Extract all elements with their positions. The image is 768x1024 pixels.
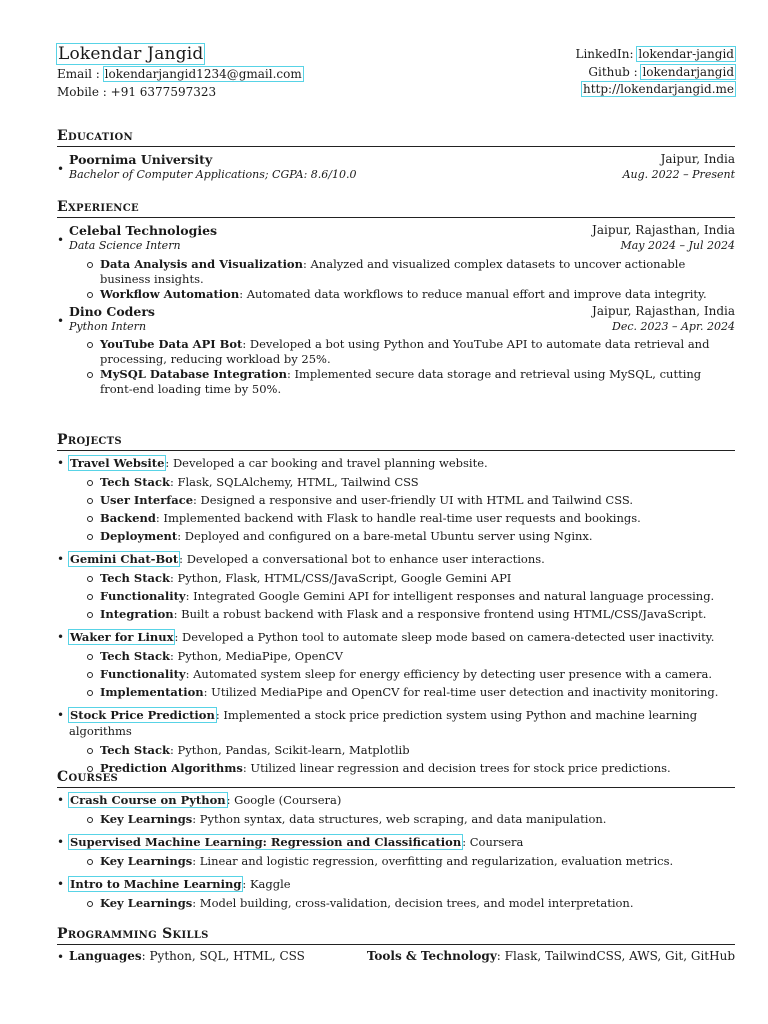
detail-item (99, 852, 735, 870)
resume-header (57, 44, 735, 104)
project-link[interactable]: Travel Website (70, 456, 165, 470)
detail-key: Key Learnings (100, 896, 193, 910)
detail-list (69, 257, 735, 302)
detail-key: MySQL Database Integration (100, 367, 287, 382)
project-entry (57, 551, 735, 623)
course-desc: : Kaggle (242, 877, 291, 891)
project-link[interactable]: Waker for Linux (70, 630, 174, 644)
detail-key: Tech Stack (100, 743, 170, 757)
course-link[interactable]: Intro to Machine Learning (70, 877, 242, 891)
detail-list (69, 810, 735, 828)
job-row (69, 304, 735, 320)
github-label: Github : (588, 64, 642, 79)
detail-key: Data Analysis and Visualization (100, 256, 303, 271)
detail-text: : Deployed and configured on a bare-metal Ubuntu server using Nginx. (177, 529, 593, 543)
detail-key: Backend (100, 511, 156, 525)
tools-label: Tools & Technology (366, 949, 497, 963)
projects-heading: Projects (57, 431, 735, 451)
detail-text: : Python, MediaPipe, OpenCV (169, 649, 343, 663)
course-link[interactable]: Supervised Machine Learning: Regression and Classification (70, 835, 462, 849)
project-entry (57, 455, 735, 545)
course-desc: : Google (Coursera) (226, 793, 342, 807)
job-role: Data Science Intern (69, 239, 181, 253)
detail-key: Tech Stack (100, 475, 170, 489)
project-link[interactable]: Gemini Chat-Bot (70, 552, 179, 566)
company-name: Celebal Technologies (69, 223, 218, 238)
project-desc: : Implemented a stock price prediction system using Python and machine learning algorithms (69, 708, 698, 738)
bullet-icon: • (57, 950, 65, 964)
role-row (69, 239, 735, 253)
detail-text: : Built a robust backend with Flask and a responsive frontend using HTML/CSS/JavaScript. (173, 607, 707, 621)
project-desc: : Developed a Python tool to automate sleep mode based on camera-detected user inactivity. (174, 630, 715, 644)
linkedin-line (575, 46, 735, 64)
detail-item (99, 569, 735, 587)
linkedin-label: LinkedIn: (575, 47, 638, 61)
course-header (69, 792, 735, 808)
detail-key: Integration (100, 607, 174, 621)
email-line (57, 66, 303, 84)
project-link[interactable]: Stock Price Prediction (70, 708, 215, 722)
github-link[interactable]: lokendarjangid (642, 64, 734, 79)
detail-text: : Designed a responsive and user-friendly UI with HTML and Tailwind CSS. (193, 493, 633, 507)
bullet-icon: • (57, 313, 65, 328)
detail-text: : Python syntax, data structures, web scraping, and data manipulation. (192, 812, 607, 826)
detail-list (69, 473, 735, 545)
detail-list (69, 569, 735, 623)
courses-section (57, 768, 735, 912)
detail-key: Key Learnings (100, 854, 193, 868)
detail-item (99, 367, 735, 397)
bullet-icon: • (57, 456, 65, 470)
tools-value: : Flask, TailwindCSS, AWS, Git, GitHub (496, 949, 735, 963)
skills-heading: Programming Skills (57, 925, 735, 945)
experience-entry (57, 223, 735, 302)
project-header (69, 629, 735, 645)
detail-item (99, 741, 735, 759)
detail-text: : Python, Pandas, Scikit-learn, Matplotlib (169, 743, 410, 757)
detail-key: YouTube Data API Bot (100, 337, 243, 352)
detail-text: : Flask, SQLAlchemy, HTML, Tailwind CSS (169, 475, 419, 489)
detail-list (69, 894, 735, 912)
bullet-icon: • (57, 162, 65, 176)
course-header (69, 834, 735, 850)
skills-entry (57, 949, 735, 967)
degree: Bachelor of Computer Applications; CGPA: 8.6/10.0 (69, 168, 357, 182)
detail-text: : Automated system sleep for energy efficiency by detecting user presence with a camera. (185, 667, 712, 681)
detail-list (69, 852, 735, 870)
detail-text: : Automated data workflows to reduce manual effort and improve data integrity. (239, 286, 707, 301)
bullet-icon: • (57, 793, 65, 807)
detail-text: : Utilized MediaPipe and OpenCV for real-time user detection and inactivity monitoring. (203, 685, 719, 699)
detail-text: : Python, Flask, HTML/CSS/JavaScript, Google Gemini API (169, 571, 512, 585)
detail-text: : Analyzed and visualized complex datasets to uncover actionable business insights. (100, 256, 686, 286)
languages-label: Languages (69, 949, 142, 963)
github-line (575, 64, 735, 82)
mobile-line: Mobile : +91 6377597323 (57, 84, 217, 99)
project-header (69, 707, 735, 739)
resume-page (57, 44, 735, 964)
course-link[interactable]: Crash Course on Python (70, 793, 226, 807)
company-name: Dino Coders (69, 303, 155, 319)
detail-item (99, 527, 735, 545)
detail-text: : Implemented secure data storage and retrieval using MySQL, cutting front-end loading time by 50%. (100, 367, 702, 397)
school-location: Jaipur, India (660, 152, 735, 166)
name-link[interactable]: Lokendar Jangid (58, 44, 204, 64)
project-entry (57, 707, 735, 777)
job-dates: Dec. 2023 – Apr. 2024 (612, 319, 735, 333)
bullet-icon: • (57, 552, 65, 566)
bullet-icon: • (57, 233, 65, 247)
website-link[interactable]: http://lokendarjangid.me (582, 82, 734, 96)
role-row (69, 320, 735, 334)
detail-item (99, 683, 735, 701)
school-name: Poornima University (69, 152, 213, 167)
detail-text: : Model building, cross-validation, decision trees, and model interpretation. (192, 896, 634, 910)
detail-key: User Interface (100, 493, 194, 507)
courses-heading: Courses (57, 768, 735, 788)
project-header (69, 551, 735, 567)
detail-item (99, 337, 735, 367)
detail-key: Tech Stack (100, 571, 170, 585)
detail-item (99, 491, 735, 509)
project-desc: : Developed a conversational bot to enhance user interactions. (179, 552, 545, 566)
detail-text: : Linear and logistic regression, overfitting and regularization, evaluation metrics. (192, 854, 674, 868)
detail-item (99, 894, 735, 912)
languages-skill (69, 949, 305, 965)
education-section (57, 127, 735, 183)
job-location: Jaipur, Rajasthan, India (592, 303, 735, 318)
detail-text: : Integrated Google Gemini API for intelligent responses and natural language processing. (185, 589, 715, 603)
detail-key: Workflow Automation (100, 286, 240, 301)
website-line (575, 81, 735, 99)
detail-item (99, 473, 735, 491)
detail-item (99, 509, 735, 527)
detail-key: Implementation (100, 685, 204, 699)
detail-key: Prediction Algorithms (100, 761, 243, 775)
linkedin-link[interactable]: lokendar-jangid (638, 47, 734, 61)
education-entry (57, 152, 735, 183)
bullet-icon: • (57, 877, 65, 891)
bullet-icon: • (57, 630, 65, 644)
detail-text: : Implemented backend with Flask to handle real-time user requests and bookings. (155, 511, 641, 525)
detail-text: : Utilized linear regression and decision trees for stock price predictions. (242, 761, 671, 775)
email-label: Email : (57, 67, 104, 81)
projects-section (57, 431, 735, 777)
project-header (69, 455, 735, 471)
detail-key: Deployment (100, 529, 178, 543)
detail-item (99, 287, 735, 302)
experience-heading: Experience (57, 198, 735, 218)
detail-text: : Developed a bot using Python and YouTube API to automate data retrieval and processing, reducing workload by 25%. (100, 337, 710, 367)
job-role: Python Intern (69, 319, 147, 333)
course-header (69, 876, 735, 892)
detail-key: Key Learnings (100, 812, 193, 826)
detail-item (99, 605, 735, 623)
job-location: Jaipur, Rajasthan, India (592, 223, 735, 237)
detail-list (69, 337, 735, 397)
course-entry (57, 792, 735, 828)
languages-value: : Python, SQL, HTML, CSS (141, 949, 305, 963)
project-entry (57, 629, 735, 701)
detail-item (99, 587, 735, 605)
detail-key: Functionality (100, 589, 186, 603)
skills-section (57, 925, 735, 967)
detail-item (99, 810, 735, 828)
detail-item (99, 257, 735, 287)
education-heading: Education (57, 127, 735, 147)
job-dates: May 2024 – Jul 2024 (620, 239, 735, 253)
job-row (69, 223, 735, 239)
course-entry (57, 834, 735, 870)
detail-list (69, 647, 735, 701)
bullet-icon: • (57, 835, 65, 849)
detail-key: Tech Stack (100, 649, 170, 663)
project-desc: : Developed a car booking and travel planning website. (165, 456, 488, 470)
bullet-icon: • (57, 708, 65, 722)
email-link[interactable]: lokendarjangid1234@gmail.com (104, 67, 302, 81)
course-desc: : Coursera (462, 835, 524, 849)
experience-section (57, 198, 735, 397)
detail-key: Functionality (100, 667, 186, 681)
experience-entry (57, 304, 735, 398)
detail-item (99, 647, 735, 665)
detail-item (99, 665, 735, 683)
education-dates: Aug. 2022 – Present (622, 168, 735, 182)
course-entry (57, 876, 735, 912)
tools-skill (367, 949, 735, 965)
